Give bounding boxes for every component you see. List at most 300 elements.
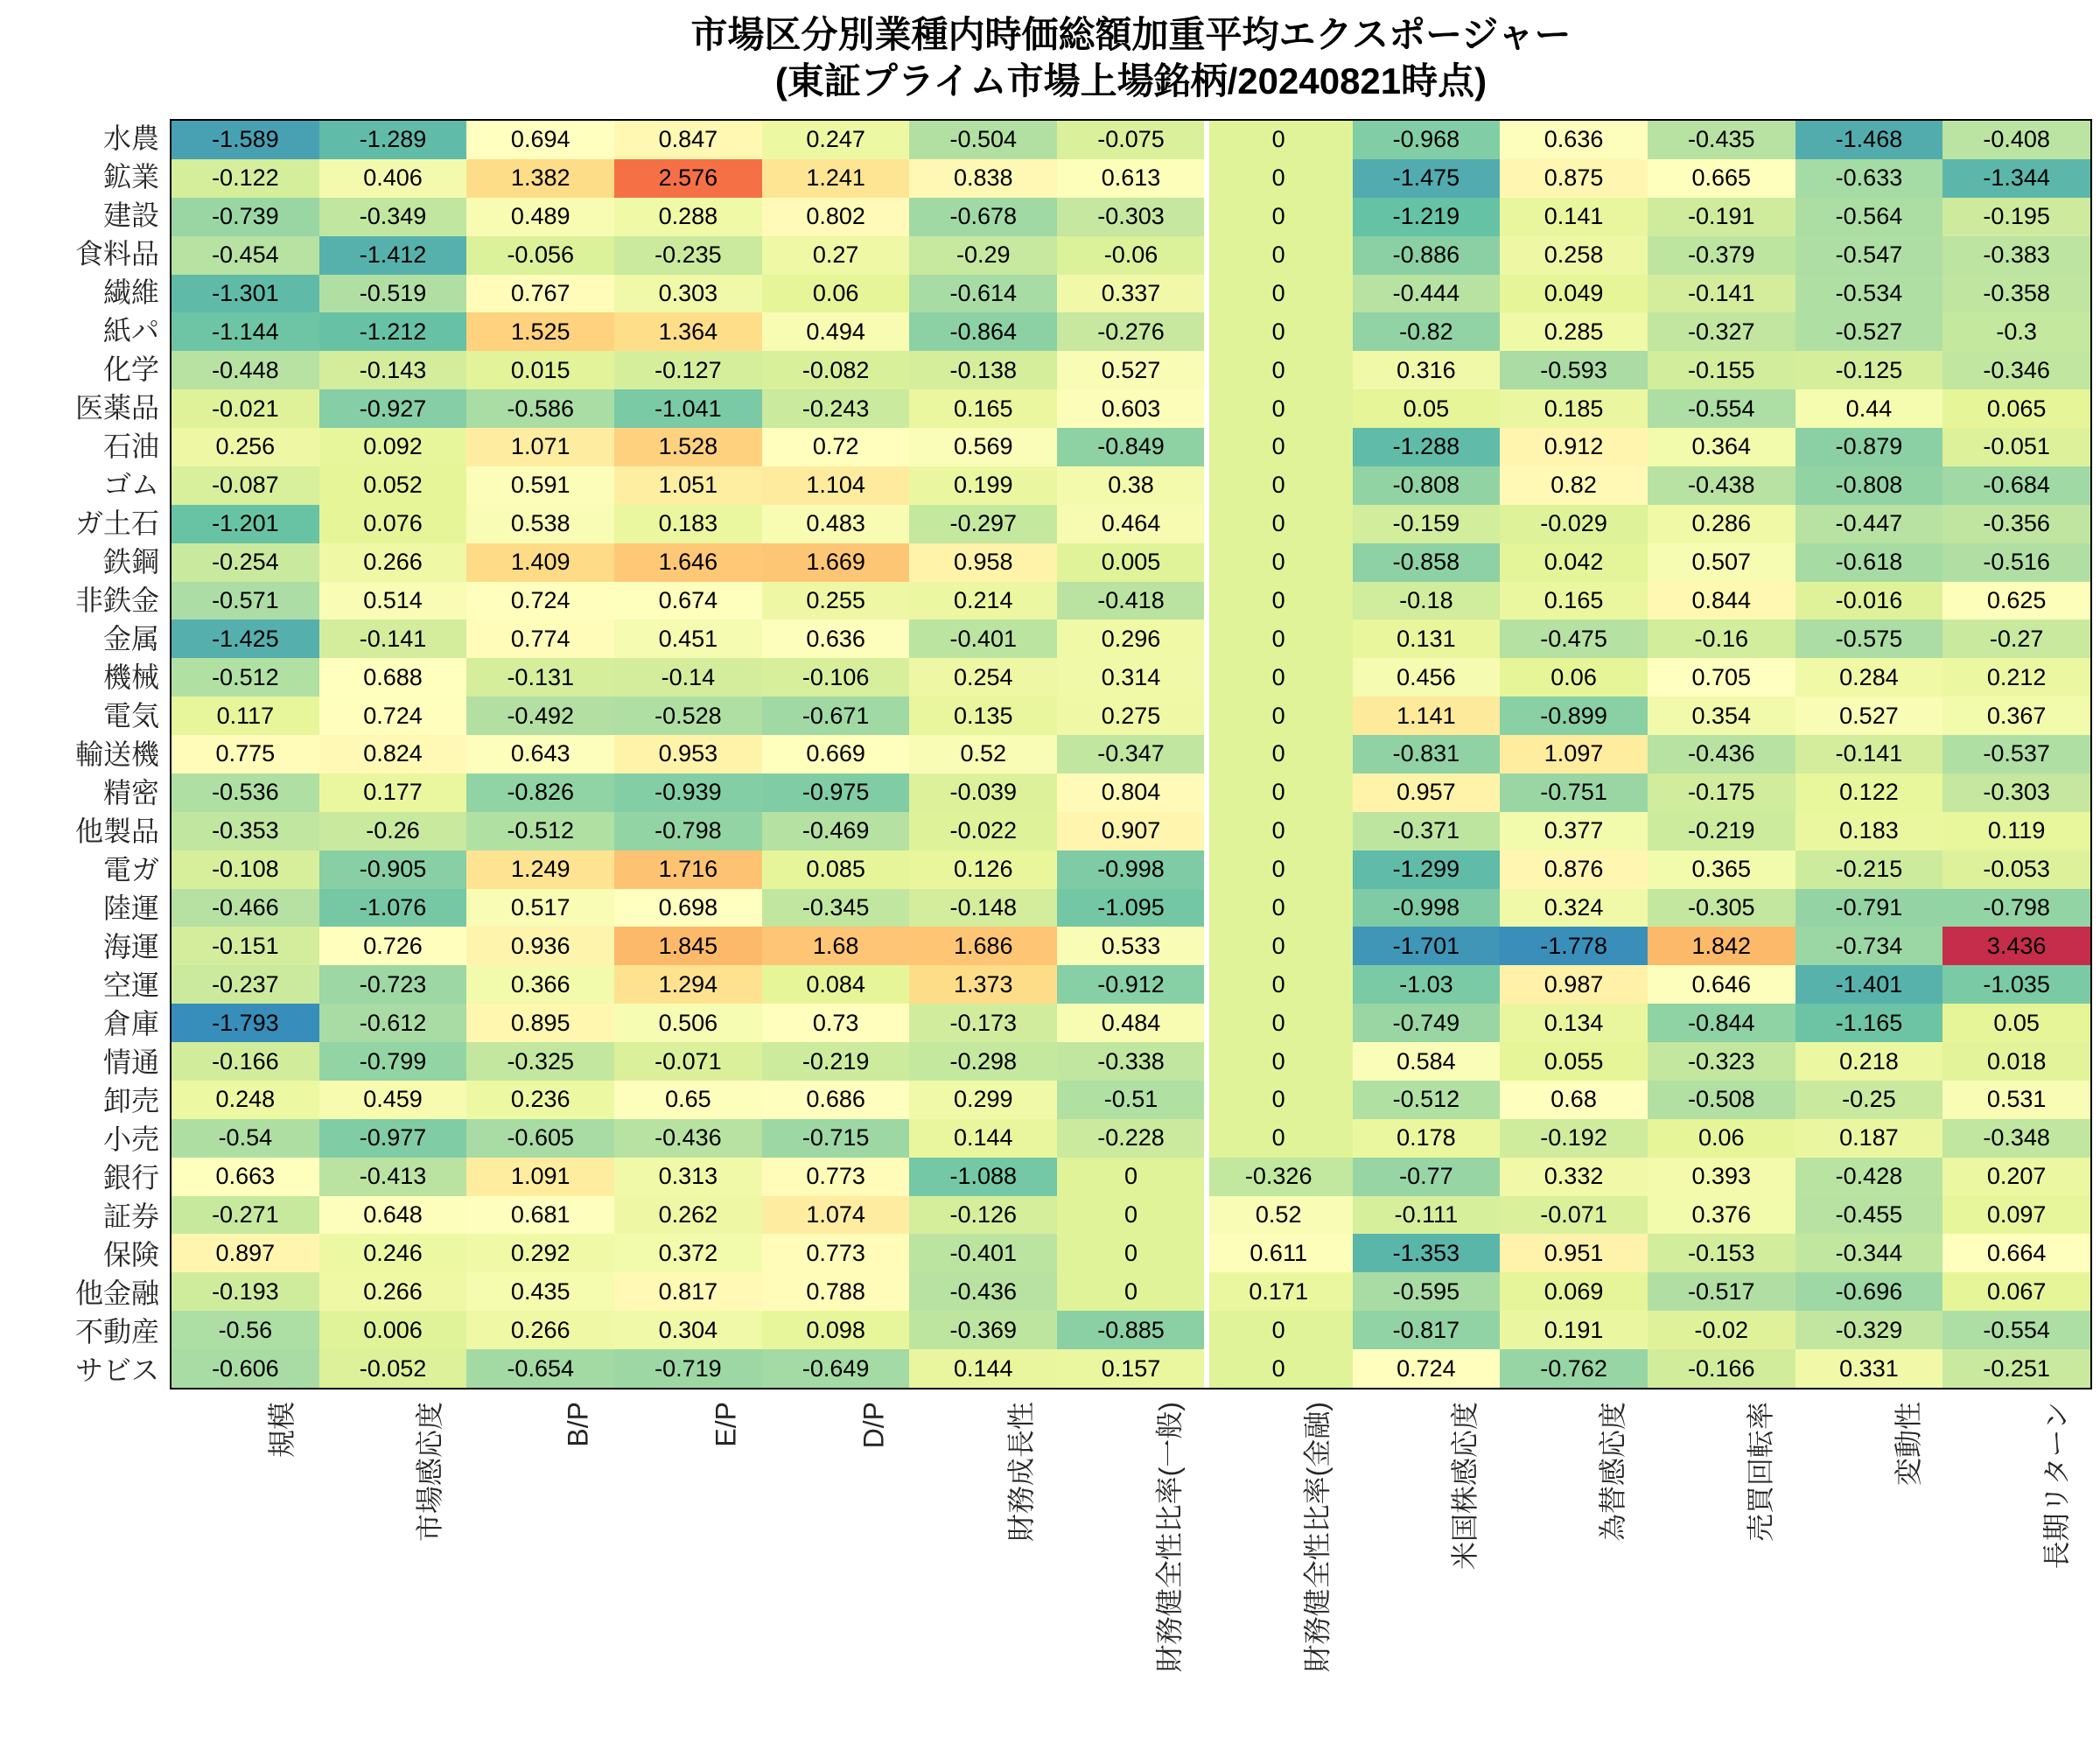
heatmap-cell: -0.039 — [909, 774, 1057, 812]
heatmap-cell: 0.484 — [1057, 1004, 1205, 1042]
heatmap-cell: 0.907 — [1057, 812, 1205, 850]
heatmap-cell: -0.356 — [1942, 505, 2090, 543]
heatmap-cell: 0.052 — [319, 466, 467, 505]
heatmap-cell: -0.143 — [319, 351, 467, 389]
heatmap-cell: 0.669 — [762, 735, 910, 774]
y-tick-label: 銀行 — [102, 1162, 159, 1194]
heatmap-cell: -0.927 — [319, 389, 467, 428]
heatmap-cell: -0.353 — [172, 812, 319, 850]
y-tick-label: 陸運 — [102, 892, 159, 924]
heatmap-cell: 0.214 — [909, 582, 1057, 620]
heatmap-cell: 0.44 — [1796, 389, 1943, 428]
heatmap-cell: -0.998 — [1353, 889, 1501, 928]
y-tick-label: 鉄鋼 — [102, 546, 159, 578]
heatmap-cell: 0.584 — [1353, 1042, 1501, 1081]
heatmap-cell: 0.724 — [466, 582, 614, 620]
heatmap-cell: 0 — [1205, 1042, 1353, 1081]
heatmap-cell: 1.104 — [762, 466, 910, 505]
heatmap-cell: 0.134 — [1500, 1004, 1648, 1042]
heatmap-plot-area — [170, 119, 2092, 1390]
heatmap-cell: 0.372 — [614, 1234, 762, 1272]
y-tick-label: 証券 — [102, 1200, 159, 1232]
heatmap-cell: -0.977 — [319, 1119, 467, 1158]
heatmap-cell: 0.514 — [319, 582, 467, 620]
heatmap-cell: -0.798 — [1942, 889, 2090, 928]
heatmap-cell: -0.159 — [1353, 505, 1501, 543]
heatmap-cell: 0.681 — [466, 1196, 614, 1235]
heatmap-cell: -0.237 — [172, 965, 319, 1004]
heatmap-cell: 0.285 — [1500, 312, 1648, 351]
y-tick-label: 情通 — [102, 1046, 159, 1078]
heatmap-cell: 0.636 — [762, 620, 910, 658]
heatmap-cell: 0 — [1205, 1311, 1353, 1349]
heatmap-cell: -0.303 — [1942, 774, 2090, 812]
heatmap-cell: -0.418 — [1057, 582, 1205, 620]
heatmap-cell: -0.82 — [1353, 312, 1501, 351]
heatmap-cell: 0.299 — [909, 1081, 1057, 1119]
heatmap-cell: 0.68 — [1500, 1081, 1648, 1119]
heatmap-cell: -1.076 — [319, 889, 467, 928]
heatmap-cell: -0.345 — [762, 889, 910, 928]
heatmap-cell: 0.665 — [1648, 159, 1796, 198]
heatmap-cell: -0.166 — [1648, 1349, 1796, 1388]
heatmap-cell: -0.075 — [1057, 121, 1205, 159]
heatmap-cell: 0.774 — [466, 620, 614, 658]
heatmap-cell: -0.228 — [1057, 1119, 1205, 1158]
heatmap-cell: -0.371 — [1353, 812, 1501, 850]
heatmap-cell: 0.337 — [1057, 275, 1205, 313]
heatmap-cell: -0.215 — [1796, 850, 1943, 889]
x-tick-label: B/P — [562, 1402, 594, 1447]
heatmap-cell: 0.844 — [1648, 582, 1796, 620]
heatmap-cell: 0.366 — [466, 965, 614, 1004]
heatmap-cell: -0.108 — [172, 850, 319, 889]
heatmap-cell: -0.153 — [1648, 1234, 1796, 1272]
heatmap-cell: 1.051 — [614, 466, 762, 505]
heatmap-cell: -0.762 — [1500, 1349, 1648, 1388]
heatmap-cell: 0.141 — [1500, 198, 1648, 236]
heatmap-cell: 0.531 — [1942, 1081, 2090, 1119]
heatmap-cell: 0.266 — [319, 1272, 467, 1311]
heatmap-cell: 0 — [1205, 428, 1353, 466]
heatmap-cell: -0.082 — [762, 351, 910, 389]
heatmap-cell: -0.633 — [1796, 159, 1943, 198]
heatmap-cell: 0.603 — [1057, 389, 1205, 428]
heatmap-cell: -0.905 — [319, 850, 467, 889]
heatmap-cell: 1.097 — [1500, 735, 1648, 774]
heatmap-cell: 0.65 — [614, 1081, 762, 1119]
heatmap-cell: 0 — [1205, 505, 1353, 543]
heatmap-cell: -1.201 — [172, 505, 319, 543]
heatmap-cell: -1.03 — [1353, 965, 1501, 1004]
heatmap-cell: 1.409 — [466, 543, 614, 582]
heatmap-cell: -0.327 — [1648, 312, 1796, 351]
heatmap-cell: -0.864 — [909, 312, 1057, 351]
heatmap-cell: -0.349 — [319, 198, 467, 236]
heatmap-cell: 0.489 — [466, 198, 614, 236]
heatmap-cell: -0.618 — [1796, 543, 1943, 582]
heatmap-cell: -0.939 — [614, 774, 762, 812]
heatmap-cell: 0.698 — [614, 889, 762, 928]
heatmap-cell: -0.547 — [1796, 236, 1943, 275]
heatmap-cell: -0.512 — [1353, 1081, 1501, 1119]
heatmap-cell: 0.674 — [614, 582, 762, 620]
heatmap-cell: -0.126 — [909, 1196, 1057, 1235]
heatmap-cell: -0.016 — [1796, 582, 1943, 620]
heatmap-cell: 0.406 — [319, 159, 467, 198]
heatmap-cell: 0 — [1205, 466, 1353, 505]
heatmap-cell: 1.091 — [466, 1158, 614, 1196]
heatmap-cell: 0.569 — [909, 428, 1057, 466]
heatmap-cell: -0.02 — [1648, 1311, 1796, 1349]
heatmap-cell: 0.38 — [1057, 466, 1205, 505]
heatmap-cell: 0.802 — [762, 198, 910, 236]
heatmap-cell: 0 — [1205, 543, 1353, 582]
heatmap-cell: 1.249 — [466, 850, 614, 889]
heatmap-cell: -0.454 — [172, 236, 319, 275]
heatmap-cell: -0.678 — [909, 198, 1057, 236]
heatmap-cell: 1.842 — [1648, 927, 1796, 965]
heatmap-cell: -0.346 — [1942, 351, 2090, 389]
heatmap-cell: -0.326 — [1205, 1158, 1353, 1196]
heatmap-cell: 0.376 — [1648, 1196, 1796, 1235]
heatmap-cell: 0.065 — [1942, 389, 2090, 428]
chart-title: 市場区分別業種内時価総額加重平均エクスポージャー — [690, 14, 1572, 55]
heatmap-cell: 1.074 — [762, 1196, 910, 1235]
heatmap-cell: 0.165 — [909, 389, 1057, 428]
y-tick-label: 倉庫 — [102, 1008, 159, 1040]
heatmap-cell: -0.087 — [172, 466, 319, 505]
heatmap-cell: 0.256 — [172, 428, 319, 466]
heatmap-cell: 0.018 — [1942, 1042, 2090, 1081]
y-tick-label: 小売 — [102, 1124, 159, 1155]
heatmap-cell: 3.436 — [1942, 927, 2090, 965]
heatmap-cell: 0 — [1205, 389, 1353, 428]
y-tick-label: 食料品 — [74, 238, 159, 270]
heatmap-cell: -0.125 — [1796, 351, 1943, 389]
heatmap-cell: 0.05 — [1353, 389, 1501, 428]
heatmap-cell: -0.444 — [1353, 275, 1501, 313]
y-tick-label: サビス — [74, 1354, 159, 1386]
heatmap-cell: 1.716 — [614, 850, 762, 889]
heatmap-cell: -0.516 — [1942, 543, 2090, 582]
heatmap-cell: -0.649 — [762, 1349, 910, 1388]
heatmap-cell: -0.175 — [1648, 774, 1796, 812]
heatmap-cell: 0.304 — [614, 1311, 762, 1349]
heatmap-cell: 0.527 — [1057, 351, 1205, 389]
heatmap-cell: 0 — [1205, 774, 1353, 812]
heatmap-cell: -0.586 — [466, 389, 614, 428]
y-tick-label: 機械 — [102, 662, 159, 693]
heatmap-cell: 0.365 — [1648, 850, 1796, 889]
heatmap-cell: 0.157 — [1057, 1349, 1205, 1388]
heatmap-cell: 0.135 — [909, 696, 1057, 735]
heatmap-cell: 0.126 — [909, 850, 1057, 889]
y-tick-label: 他製品 — [74, 816, 159, 847]
x-tick-label: E/P — [710, 1402, 742, 1447]
heatmap-cell: -0.3 — [1942, 312, 2090, 351]
x-tick-label: 売買回転率 — [1745, 1402, 1777, 1543]
x-tick-label: 長期リターン — [2040, 1402, 2073, 1570]
heatmap-cell: 0.055 — [1500, 1042, 1648, 1081]
heatmap-cell: 0.05 — [1942, 1004, 2090, 1042]
heatmap-cell: 0.953 — [614, 735, 762, 774]
y-tick-label: 鉱業 — [102, 161, 159, 192]
heatmap-cell: 0.895 — [466, 1004, 614, 1042]
heatmap-cell: 0.199 — [909, 466, 1057, 505]
heatmap-cell: -0.436 — [1648, 735, 1796, 774]
heatmap-cell: -0.138 — [909, 351, 1057, 389]
heatmap-cell: -0.536 — [172, 774, 319, 812]
heatmap-cell: -1.035 — [1942, 965, 2090, 1004]
heatmap-cell: 1.241 — [762, 159, 910, 198]
heatmap-cell: 0.527 — [1796, 696, 1943, 735]
heatmap-cell: 0.067 — [1942, 1272, 2090, 1311]
heatmap-cell: 1.68 — [762, 927, 910, 965]
y-tick-label: 不動産 — [74, 1316, 159, 1348]
heatmap-cell: 0.122 — [1796, 774, 1943, 812]
heatmap-cell: 0.236 — [466, 1081, 614, 1119]
heatmap-cell: 1.141 — [1353, 696, 1501, 735]
heatmap-cell: -0.235 — [614, 236, 762, 275]
heatmap-cell: 0 — [1205, 1119, 1353, 1158]
chart-subtitle: (東証プライム市場上場銘柄/20240821時点) — [774, 60, 1488, 102]
heatmap-cell: -0.401 — [909, 620, 1057, 658]
heatmap-cell: -0.469 — [762, 812, 910, 850]
y-tick-label: 他金融 — [74, 1278, 159, 1309]
heatmap-cell: 0.648 — [319, 1196, 467, 1235]
heatmap-cell: -0.166 — [172, 1042, 319, 1081]
heatmap-cell: 0.875 — [1500, 159, 1648, 198]
heatmap-cell: 0.006 — [319, 1311, 467, 1349]
heatmap-cell: 0 — [1205, 850, 1353, 889]
heatmap-cell: -0.325 — [466, 1042, 614, 1081]
y-tick-label: 医薬品 — [74, 392, 159, 424]
heatmap-cell: -0.612 — [319, 1004, 467, 1042]
heatmap-cell: -1.401 — [1796, 965, 1943, 1004]
heatmap-cell: 0.936 — [466, 927, 614, 965]
heatmap-cell: 1.373 — [909, 965, 1057, 1004]
y-tick-label: 電ガ — [102, 854, 159, 886]
heatmap-cell: -0.899 — [1500, 696, 1648, 735]
heatmap-cell: 0.076 — [319, 505, 467, 543]
heatmap-cell: -0.053 — [1942, 850, 2090, 889]
heatmap-cell: 0.06 — [1648, 1119, 1796, 1158]
heatmap-cell: 0.82 — [1500, 466, 1648, 505]
heatmap-cell: 0.06 — [1500, 658, 1648, 696]
heatmap-cell: -1.041 — [614, 389, 762, 428]
heatmap-cell: 0.72 — [762, 428, 910, 466]
heatmap-cell: 0.144 — [909, 1119, 1057, 1158]
heatmap-cell: 0.613 — [1057, 159, 1205, 198]
heatmap-cell: -0.141 — [1796, 735, 1943, 774]
x-tick-label: 財務成長性 — [1005, 1402, 1038, 1543]
heatmap-cell: -0.56 — [172, 1311, 319, 1349]
heatmap-cell: -0.298 — [909, 1042, 1057, 1081]
heatmap-cell: -0.528 — [614, 696, 762, 735]
heatmap-cell: 0.177 — [319, 774, 467, 812]
heatmap-cell: -0.739 — [172, 198, 319, 236]
heatmap-cell: -0.155 — [1648, 351, 1796, 389]
heatmap-cell: 0.27 — [762, 236, 910, 275]
heatmap-cell: -0.447 — [1796, 505, 1943, 543]
heatmap-cell: 0.144 — [909, 1349, 1057, 1388]
heatmap-cell: -1.425 — [172, 620, 319, 658]
heatmap-cell: -0.16 — [1648, 620, 1796, 658]
heatmap-cell: 0 — [1205, 351, 1353, 389]
heatmap-cell: -0.831 — [1353, 735, 1501, 774]
heatmap-cell: 0.686 — [762, 1081, 910, 1119]
heatmap-cell: 0.957 — [1353, 774, 1501, 812]
heatmap-cell: -0.344 — [1796, 1234, 1943, 1272]
heatmap-cell: 0.52 — [909, 735, 1057, 774]
heatmap-cell: 0.191 — [1500, 1311, 1648, 1349]
heatmap-cell: 0.131 — [1353, 620, 1501, 658]
heatmap-cell: -0.051 — [1942, 428, 2090, 466]
heatmap-cell: -0.844 — [1648, 1004, 1796, 1042]
heatmap-cell: 0.313 — [614, 1158, 762, 1196]
heatmap-cell: -0.799 — [319, 1042, 467, 1081]
heatmap-cell: 0.533 — [1057, 927, 1205, 965]
heatmap-cell: 0 — [1057, 1234, 1205, 1272]
heatmap-cell: -0.276 — [1057, 312, 1205, 351]
heatmap-cell: -0.193 — [172, 1272, 319, 1311]
heatmap-cell: 0.246 — [319, 1234, 467, 1272]
heatmap-cell: 1.669 — [762, 543, 910, 582]
heatmap-cell: -0.438 — [1648, 466, 1796, 505]
heatmap-cell: 1.071 — [466, 428, 614, 466]
chart-title-block — [170, 12, 2092, 104]
heatmap-cell: -0.537 — [1942, 735, 2090, 774]
heatmap-cell: 0.459 — [319, 1081, 467, 1119]
heatmap-cell: -1.144 — [172, 312, 319, 351]
heatmap-cell: 0.817 — [614, 1272, 762, 1311]
x-tick-label: 規模 — [266, 1402, 298, 1459]
heatmap-cell: -0.554 — [1648, 389, 1796, 428]
heatmap-cell: -0.527 — [1796, 312, 1943, 351]
heatmap-cell: 0.085 — [762, 850, 910, 889]
heatmap-cell: 0.286 — [1648, 505, 1796, 543]
heatmap-cell: 0.435 — [466, 1272, 614, 1311]
heatmap-cell: -0.475 — [1500, 620, 1648, 658]
heatmap-cell: -0.998 — [1057, 850, 1205, 889]
heatmap-cell: 0 — [1057, 1196, 1205, 1235]
heatmap-cell: 0.296 — [1057, 620, 1205, 658]
heatmap-cell: -0.448 — [172, 351, 319, 389]
heatmap-cell: -0.734 — [1796, 927, 1943, 965]
heatmap-cell: -0.428 — [1796, 1158, 1943, 1196]
heatmap-cell: 0.538 — [466, 505, 614, 543]
heatmap-cell: 0 — [1057, 1272, 1205, 1311]
heatmap-cell: 0.332 — [1500, 1158, 1648, 1196]
y-tick-label: 水農 — [102, 122, 159, 154]
heatmap-cell: 0.824 — [319, 735, 467, 774]
heatmap-cell: 0.248 — [172, 1081, 319, 1119]
heatmap-cell: 0 — [1205, 1349, 1353, 1388]
heatmap-cell: 0.451 — [614, 620, 762, 658]
heatmap-cell: 0.015 — [466, 351, 614, 389]
heatmap-cell: -0.715 — [762, 1119, 910, 1158]
heatmap-cell: 0.464 — [1057, 505, 1205, 543]
heatmap-cell: -0.329 — [1796, 1311, 1943, 1349]
heatmap-cell: -0.122 — [172, 159, 319, 198]
y-tick-label: 非鉄金 — [74, 584, 159, 616]
heatmap-cell: 0.266 — [466, 1311, 614, 1349]
heatmap-cell: 1.686 — [909, 927, 1057, 965]
heatmap-cell: -0.436 — [614, 1119, 762, 1158]
heatmap-cell: 0.316 — [1353, 351, 1501, 389]
heatmap-cell: 0.005 — [1057, 543, 1205, 582]
heatmap-cell: 0 — [1205, 159, 1353, 198]
heatmap-cell: -0.508 — [1648, 1081, 1796, 1119]
heatmap-cell: -0.554 — [1942, 1311, 2090, 1349]
heatmap-cell: 0.591 — [466, 466, 614, 505]
heatmap-cell: 0.292 — [466, 1234, 614, 1272]
heatmap-cell: -1.468 — [1796, 121, 1943, 159]
heatmap-cell: 0 — [1057, 1158, 1205, 1196]
heatmap-cell: -0.504 — [909, 121, 1057, 159]
heatmap-cell: -0.401 — [909, 1234, 1057, 1272]
heatmap-cell: 0.212 — [1942, 658, 2090, 696]
heatmap-cell: 0.331 — [1796, 1349, 1943, 1388]
heatmap-cell: -1.288 — [1353, 428, 1501, 466]
y-tick-label: 輸送機 — [74, 738, 159, 770]
heatmap-cell: -0.751 — [1500, 774, 1648, 812]
y-tick-label: 卸売 — [102, 1085, 159, 1116]
heatmap-cell: -0.534 — [1796, 275, 1943, 313]
heatmap-cell: -0.808 — [1353, 466, 1501, 505]
heatmap-cell: 0.303 — [614, 275, 762, 313]
heatmap-cell: -0.671 — [762, 696, 910, 735]
x-tick-label: 米国株感応度 — [1449, 1402, 1481, 1571]
heatmap-cell: -0.455 — [1796, 1196, 1943, 1235]
heatmap-cell: -1.793 — [172, 1004, 319, 1042]
heatmap-cell: -0.879 — [1796, 428, 1943, 466]
heatmap-cell: 0.258 — [1500, 236, 1648, 275]
heatmap-cell: -0.379 — [1648, 236, 1796, 275]
financial-column-separator — [1204, 121, 1209, 1388]
heatmap-cell: 0.73 — [762, 1004, 910, 1042]
heatmap-cell: -1.095 — [1057, 889, 1205, 928]
heatmap-cell: 0.069 — [1500, 1272, 1648, 1311]
heatmap-cell: 1.528 — [614, 428, 762, 466]
heatmap-cell: 0.494 — [762, 312, 910, 351]
heatmap-cell: 0.646 — [1648, 965, 1796, 1004]
heatmap-cell: 0.097 — [1942, 1196, 2090, 1235]
heatmap-cell: -0.06 — [1057, 236, 1205, 275]
heatmap-cell: -1.212 — [319, 312, 467, 351]
heatmap-cell: 0.183 — [614, 505, 762, 543]
heatmap-cell: 0 — [1205, 735, 1353, 774]
y-tick-label: 石油 — [102, 430, 159, 462]
heatmap-cell: 0.207 — [1942, 1158, 2090, 1196]
heatmap-cell: 0.187 — [1796, 1119, 1943, 1158]
heatmap-cell: -0.575 — [1796, 620, 1943, 658]
heatmap-cell: -0.25 — [1796, 1081, 1943, 1119]
heatmap-cell: 0.838 — [909, 159, 1057, 198]
heatmap-cell: 0.705 — [1648, 658, 1796, 696]
heatmap-cell: -0.858 — [1353, 543, 1501, 582]
heatmap-cell: -0.348 — [1942, 1119, 2090, 1158]
heatmap-cell: 0.52 — [1205, 1196, 1353, 1235]
heatmap-cell: -0.408 — [1942, 121, 2090, 159]
heatmap-cell: 0.724 — [319, 696, 467, 735]
heatmap-cell: 0.084 — [762, 965, 910, 1004]
heatmap-cell: 0 — [1205, 1004, 1353, 1042]
heatmap-cell: 0.06 — [762, 275, 910, 313]
heatmap-cell: -0.195 — [1942, 198, 2090, 236]
heatmap-cell: 0.611 — [1205, 1234, 1353, 1272]
